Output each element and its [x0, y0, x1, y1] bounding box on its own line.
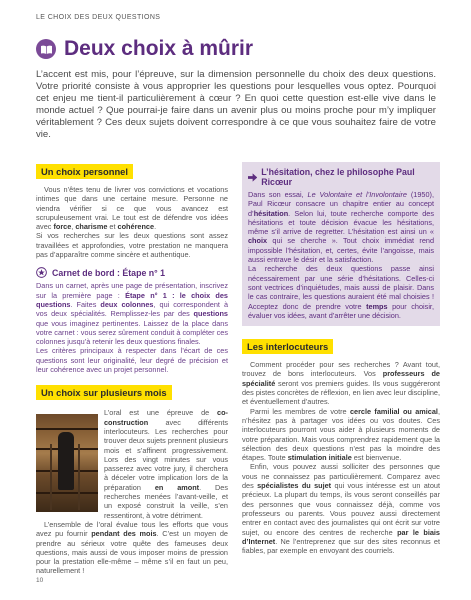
painting-block: [36, 408, 228, 520]
carnet-title: Carnet de bord : Étape n° 1: [36, 267, 228, 278]
right-column: [242, 162, 440, 555]
carnet-box: [36, 267, 228, 374]
carnet-criteria: Les critères principaux à respecter dans l’écart de ces questions sont leur originalité, leur degré de précision et leur cohérence avec un projet personnel.: [36, 346, 228, 375]
star-icon: [36, 267, 47, 278]
page-title: Deux choix à mûrir: [64, 37, 254, 60]
section-heading-choix-personnel: Un choix personnel: [36, 164, 133, 179]
choix-personnel-p2: Si vos recherches sur les deux questions sont assez travaillées et approfondies, votre prestation ne manquera pas d’apparaître comme sincère et authentique.: [36, 231, 228, 260]
hesitation-text: Dans son essai, Le Volontaire et l’Involontaire (1950), Paul Ricœur consacre un chapitre entier au concept d’hésitation. Selon lui, toute recherche comporte des hésitations et toute décision évacue les hésitations, même s’il arrive de regretter. L’hésitation est ainsi un « choix qui se cherche ». Tout choix immédiat rend impossible l’hésitation, et, certes, évite l’angoisse, mais aussi entrave le désir et la satisfaction.: [248, 190, 434, 265]
book-icon: [36, 39, 56, 59]
hesitation-text-2: La recherche des deux questions passe ainsi nécessairement par une série d’hésitations. Celles-ci sont vectrices d’inquiétudes, mais aussi de plaisir. Dans le cas contraire, les questions auraient été mal choisies ! Acceptez donc de prendre votre temps pour choisir, évaluer vos idées, avant d’arrêter une décision.: [248, 264, 434, 320]
interlocuteurs-p3: Enfin, vous pouvez aussi solliciter des personnes que vous ne connaissez pas particulièrement. Comparez avec des spécialistes du sujet qui vous intéresse est un atout précieux. La plupart du temps, ils vous seront conseillés par des personnes que vous connaissez déjà, comme vos professeurs ou parents. Vous pouvez aussi directement entrer en contact avec des journalistes qui ont écrit sur votre sujet, ou encore des centres de recherche par le biais d’Internet. Ne l’entreprenez que sur des sites reconnus et fiables, par exemple en envoyant des courriels.: [242, 462, 440, 556]
plusieurs-mois-p1: L’oral est une épreuve de co-construction avec différents interlocuteurs. Les recherches pour trouver deux sujets prennent plusieurs mois et s’affinent progressivement. Lors des vingt minutes sur vous passerez avec votre jury, il cherchera à déceler votre implication lors de la préparation en amont. Des recherches menées l’avant-veille, et un exposé construit la veille, s’en ressentiront, à votre détriment.: [104, 408, 228, 520]
left-column: [36, 162, 228, 576]
choix-personnel-p1: Vous n’êtes tenu de livrer vos convictions et vocations intimes que dans une certaine mesure. Personne ne viendra vérifier si ce que vous avancez est scrupuleusement vrai. Le tout est de défendre vos idées avec force, charisme et cohérence.: [36, 185, 228, 232]
plusieurs-mois-p2: L’ensemble de l’oral évalue tous les efforts que vous avez pu fournir pendant des mois. C’est un moyen de prendre au sérieux votre quête des fameuses deux questions, mais aussi de vous imposer moins de pression pour la prestation elle-même – même s’il en faut un peu, naturellement !: [36, 519, 228, 576]
interlocuteurs-p1: Comment procéder pour ses recherches ? Avant tout, trouvez de bons interlocuteurs. Vos professeurs de spécialité seront vos premiers guides. Ils vous suggéreront des pistes concrètes de réflexion, en lien avec leur discipline, et éventuellement d’autres.: [242, 360, 440, 407]
library-painting: [36, 414, 98, 512]
section-heading-interlocuteurs: Les interlocuteurs: [242, 339, 333, 354]
title-row: [36, 37, 253, 61]
carnet-text: Dans un carnet, après une page de présentation, inscrivez sur la première page : Étape n° 1 : le choix des questions. Faites deux colonnes, qui correspondent à vos deux spécialités. Remplissez-les par des questions que vous imaginez pertinentes. Laissez de la place dans votre carnet : vous serez sûrement conduit à compléter ces colonnes jusqu’à retenir les deux questions finales.: [36, 281, 228, 347]
hesitation-title: L’hésitation, chez le philosophe Paul Ricœur: [248, 167, 434, 187]
section-heading-plusieurs-mois: Un choix sur plusieurs mois: [36, 385, 172, 400]
intro-paragraph: L’accent est mis, pour l’épreuve, sur la dimension personnelle du choix des deux questions. Votre priorité consiste à vous approprier les questions pour lesquelles vous optez. Pourquoi cet enjeu me tient-il particulièrement à cœur ? En quoi cette question est-elle vive dans le monde actuel ? Que pourrai-je faire dans un avenir plus ou moins proche pour m’y impliquer véritablement ? Ces deux sujets doivent correspondre à ce que vous souhaitez faire de votre vie.: [36, 69, 436, 141]
running-head: LE CHOIX DES DEUX QUESTIONS: [36, 14, 161, 21]
page-number: 10: [36, 577, 44, 584]
interlocuteurs-p2: Parmi les membres de votre cercle familial ou amical, n’hésitez pas à partager vos idées ou vos doutes. Ces interlocuteurs pourront vous aider à plusieurs moments de votre préparation. Mais vous comprendrez rapidement que la sélection des deux questions n’est pas la moindre des étapes. Toute stimulation initiale est bienvenue.: [242, 406, 440, 463]
hesitation-box: [242, 162, 440, 326]
arrow-icon: [248, 173, 257, 182]
